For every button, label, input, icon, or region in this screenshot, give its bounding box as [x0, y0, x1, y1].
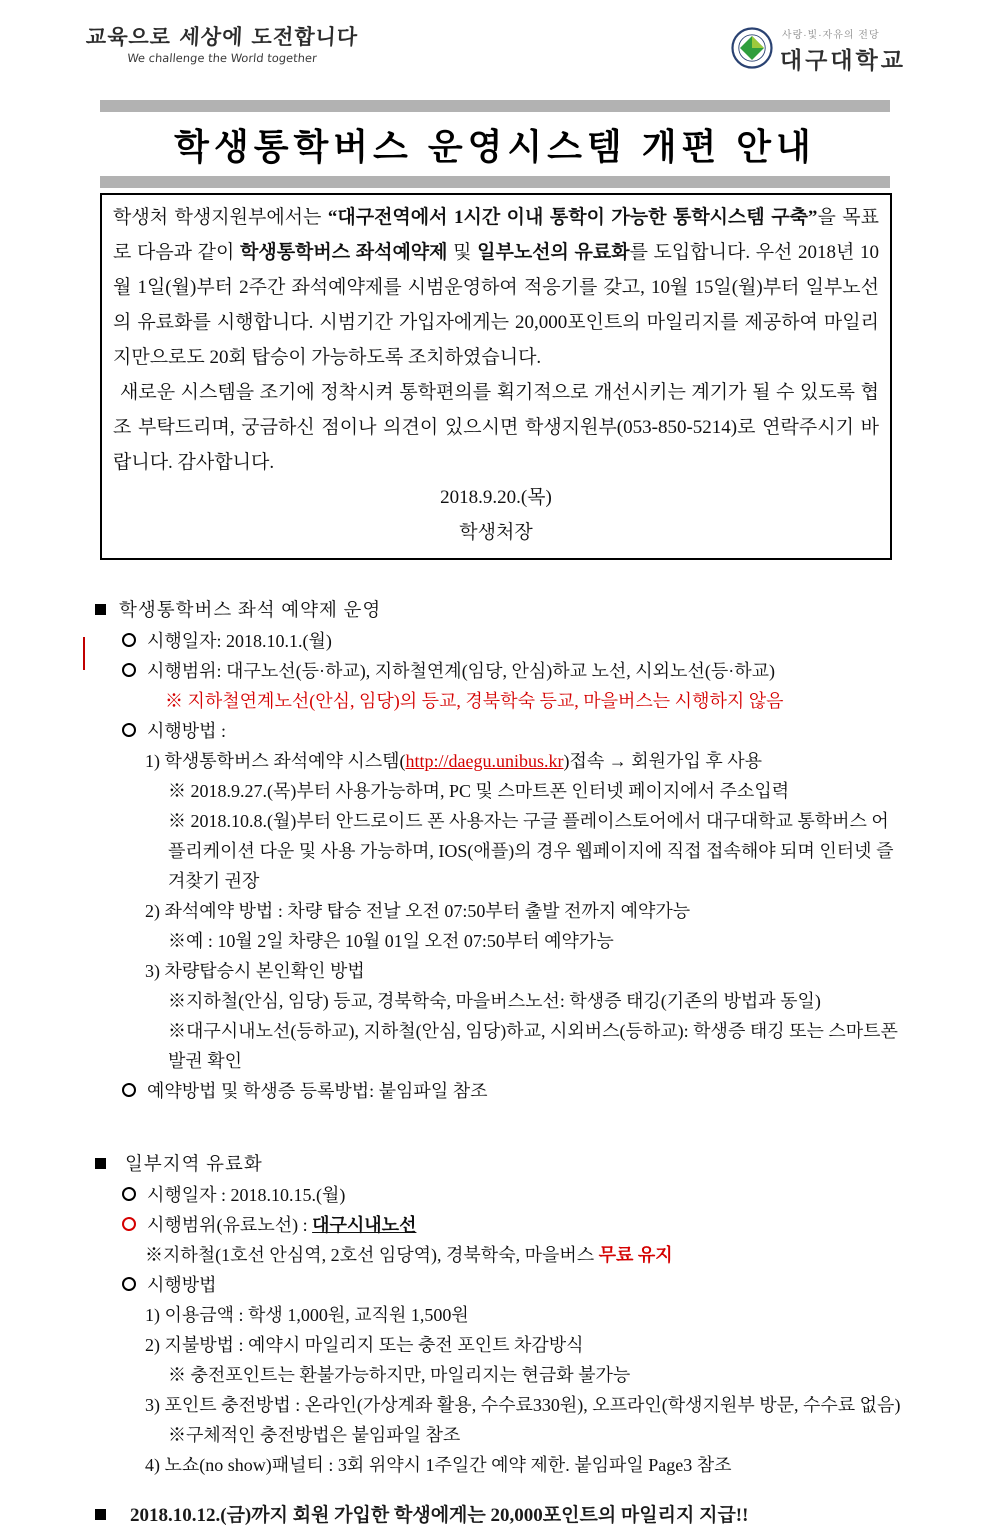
section1-method1-note2: ※ 2018.10.8.(월)부터 안드로이드 폰 사용자는 구글 플레이스토어에서 대구대학교 통학버스 어플리케이션 다운 및 사용 가능하며, IOS(애플)의 경우 웹페이지에 직접 접속해야 되며 인터넷 즐겨찾기 권장: [168, 811, 894, 891]
section2-method-3: 3) 포인트 충전방법 : 온라인(가상계좌 활용, 수수료330원), 오프라인(학생지원부 방문, 수수료 없음): [145, 1395, 901, 1415]
reservation-system-link[interactable]: http://daegu.unibus.kr: [405, 751, 564, 771]
section2-heading: 일부지역 유료화: [125, 1155, 263, 1175]
section1-method-1: [145, 746, 905, 776]
section-seat-reservation: [95, 596, 905, 1106]
section1-item-date-text: 시행일자: 2018.10.1.(월): [147, 631, 332, 651]
notice-date: 2018.9.20.(목): [440, 487, 552, 508]
method1-text-post: )접속 → 회원가입 후 사용: [563, 751, 763, 771]
section1-heading: 학생통학버스 좌석 예약제 운영: [119, 601, 382, 621]
section1-method2-note: ※예 : 10월 2일 차량은 10월 01일 오전 07:50부터 예약가능: [168, 931, 614, 951]
method1-text-pre: 1) 학생통학버스 좌석예약 시스템(: [145, 751, 406, 771]
section2-method-4: 4) 노쇼(no show)패널티 : 3회 위약시 1주일간 예약 제한. 붙임파일 Page3 참조: [145, 1455, 732, 1475]
section1-item-method-text: 시행방법 :: [147, 721, 227, 741]
section1-item-scope-text: 시행범위: 대구노선(등·하교), 지하철연계(임당, 안심)하교 노선, 시외노선(등·하교): [147, 661, 775, 681]
section2-heading-line: [95, 1150, 905, 1180]
section1-method-2: 2) 좌석예약 방법 : 차량 탑승 전날 오전 07:50부터 출발 전까지 예약가능: [145, 901, 691, 921]
footer-note-line: [95, 1501, 992, 1531]
section2-item-date-text: 시행일자 : 2018.10.15.(월): [147, 1185, 346, 1205]
section1-method3-note2: ※대구시내노선(등하교), 지하철(안심, 임당)하교, 시외버스(등하교): 학생증 태깅 또는 스마트폰 발권 확인: [168, 1021, 898, 1071]
notice-signer: 학생처장: [459, 522, 533, 543]
title-block: [100, 100, 890, 188]
section2-scope-note-text: ※지하철(1호선 안심역, 2호선 임당역), 경북학숙, 마을버스: [145, 1245, 599, 1265]
title-bottom-bar: [100, 176, 890, 188]
section1-item-method: [122, 716, 905, 746]
university-name-block: [780, 26, 906, 75]
section1-heading-line: [95, 596, 905, 626]
revision-bar: [83, 637, 85, 670]
circle-bullet-icon: [122, 1083, 136, 1097]
section2-method3-note: ※구체적인 충전방법은 붙임파일 참조: [168, 1425, 461, 1445]
circle-bullet-icon: [122, 663, 136, 677]
slogan-english: We challenge the World together: [126, 51, 318, 66]
notice-text: 를 도입합니다. 우선 2018년 10월 1일(월)부터 2주간 좌석예약제를 시범운영하여 적응기를 갖고, 10월 15일(월)부터 일부노선의 유료화를 시행합니다. 시범기간 가입자에게는 20,000포인트의 마일리지를 제공하여 마일리지만으로도 20회 탑승이 가능하도록 조치하였습니다.: [113, 242, 879, 368]
section2-method-2: 2) 지불방법 : 예약시 마일리지 또는 충전 포인트 차감방식: [145, 1335, 584, 1355]
section2-scope-strong: 대구시내노선: [312, 1215, 417, 1235]
university-logo: [731, 26, 906, 75]
section-paid-routes: [95, 1150, 905, 1480]
circle-bullet-icon: [122, 1277, 136, 1291]
section1-item-scope: [122, 656, 905, 686]
footer-note-text: 2018.10.12.(금)까지 회원 가입한 학생에게는 20,000포인트의 마일리지 지급!!: [130, 1505, 749, 1526]
section2-scope-pre: 시행범위(유료노선) :: [147, 1215, 313, 1235]
document-title: 학생통학버스 운영시스템 개편 안내: [174, 126, 816, 167]
section2-item-date: [122, 1180, 905, 1210]
section1-method-3: 3) 차량탑승시 본인확인 방법: [145, 961, 365, 981]
notice-text-bold: “대구전역에서 1시간 이내 통학이 가능한 통학시스템 구축”: [327, 207, 818, 228]
section2-scope-note: [145, 1240, 905, 1270]
notice-text: 및: [447, 242, 478, 263]
square-bullet-icon: [95, 1509, 106, 1520]
circle-bullet-icon: [122, 1187, 136, 1201]
section1-method1-note1: ※ 2018.9.27.(목)부터 사용가능하며, PC 및 스마트폰 인터넷 페이지에서 주소입력: [168, 781, 790, 801]
title-top-bar: [100, 100, 890, 112]
notice-text-bold: 학생통학버스 좌석예약제: [240, 242, 448, 263]
circle-bullet-icon: [122, 723, 136, 737]
section1-item-attachment-text: 예약방법 및 학생증 등록방법: 붙임파일 참조: [147, 1081, 488, 1101]
notice-text: 학생처 학생지원부에서는: [113, 207, 328, 228]
university-emblem-icon: [731, 27, 773, 74]
section2-method-1: 1) 이용금액 : 학생 1,000원, 교직원 1,500원: [145, 1305, 469, 1325]
university-motto: 사랑·빛·자유의 전당: [781, 30, 880, 41]
section-gap: [0, 1106, 992, 1126]
notice-text-bold: 일부노선의 유료화: [477, 242, 630, 263]
square-bullet-icon: [95, 1158, 106, 1169]
notice-box: [100, 193, 892, 560]
section2-scope-note-red: 무료 유지: [598, 1245, 673, 1265]
section2-method2-note: ※ 충전포인트는 환불가능하지만, 마일리지는 현금화 불가능: [168, 1365, 631, 1385]
circle-bullet-icon: [122, 633, 136, 647]
section1-item-date: [122, 626, 905, 656]
square-bullet-icon: [95, 604, 106, 615]
section1-method3-note1: ※지하철(안심, 임당) 등교, 경북학숙, 마을버스노선: 학생증 태깅(기존의 방법과 동일): [168, 991, 821, 1011]
university-slogan: [86, 26, 358, 65]
section1-scope-note: ※ 지하철연계노선(안심, 임당)의 등교, 경북학숙 등교, 마을버스는 시행하지 않음: [165, 691, 784, 711]
section1-item-attachment: [122, 1076, 905, 1106]
notice-paragraph-2: 새로운 시스템을 조기에 정착시켜 통학편의를 획기적으로 개선시키는 계기가 될 수 있도록 협조 부탁드리며, 궁금하신 점이나 의견이 있으시면 학생지원부(053-850-5214)로 연락주시기 바랍니다. 감사합니다.: [113, 382, 879, 473]
page-header: [0, 0, 992, 90]
slogan-korean: 교육으로 세상에 도전합니다: [85, 25, 359, 49]
section2-item-method: [122, 1270, 905, 1300]
university-name: 대구대학교: [779, 47, 906, 73]
notice-paragraph-1: [113, 200, 879, 375]
red-circle-bullet-icon: [122, 1217, 136, 1231]
notice-text: 을 목표로 다음과 같이: [113, 207, 879, 263]
section2-item-scope: [122, 1210, 905, 1240]
section2-item-method-text: 시행방법: [147, 1275, 217, 1295]
